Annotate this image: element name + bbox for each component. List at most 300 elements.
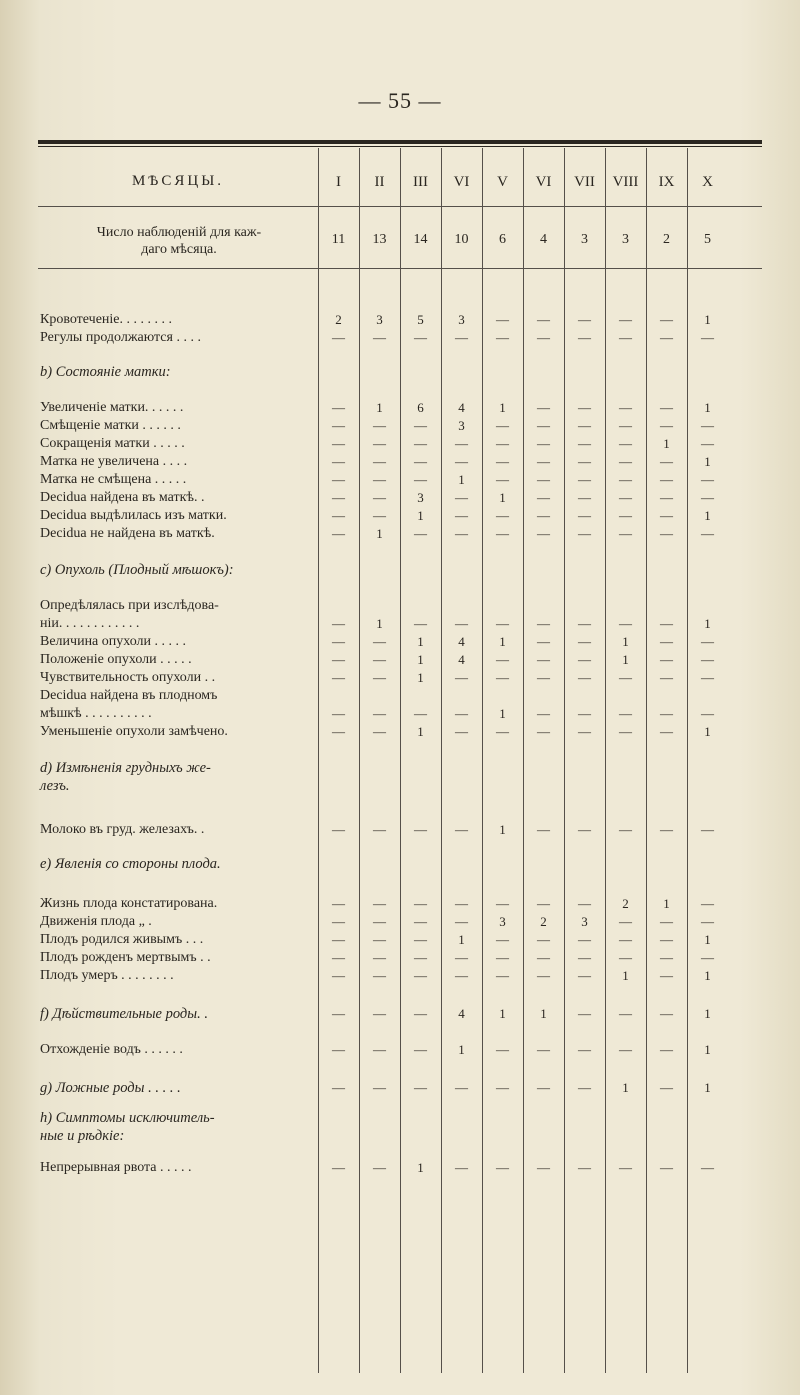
table-cell: 1 — [704, 932, 711, 947]
table-cell: — — [496, 1160, 509, 1175]
table-cell: 1 — [704, 616, 711, 631]
table-cell: — — [578, 454, 591, 469]
table-cell: — — [373, 1042, 386, 1057]
table-cell: — — [660, 932, 673, 947]
table-cell: — — [373, 914, 386, 929]
table-cell: — — [537, 1080, 550, 1095]
table-cell: — — [619, 932, 632, 947]
row-label: мѣшкѣ . . . . . . . . . . — [40, 706, 152, 721]
month-header: X — [702, 174, 713, 190]
table-row — [0, 312, 800, 330]
table-cell: — — [537, 896, 550, 911]
table-cell: — — [332, 1006, 345, 1021]
observation-count: 14 — [413, 232, 428, 247]
row-label: Движенія плода „ . — [40, 914, 152, 929]
section-heading-row — [0, 760, 800, 778]
table-cell: — — [619, 670, 632, 685]
table-cell: 2 — [622, 896, 629, 911]
table-cell: — — [619, 418, 632, 433]
table-cell: — — [578, 490, 591, 505]
table-row — [0, 634, 800, 652]
month-header: II — [374, 174, 385, 190]
table-cell: — — [619, 472, 632, 487]
table-cell: 1 — [622, 968, 629, 983]
table-cell: — — [578, 724, 591, 739]
table-cell: — — [496, 1042, 509, 1057]
table-cell: — — [414, 1006, 427, 1021]
table-cell: 1 — [458, 1042, 465, 1057]
table-cell: — — [660, 312, 673, 327]
table-cell: 1 — [704, 1006, 711, 1021]
table-cell: — — [414, 616, 427, 631]
table-cell: — — [373, 1080, 386, 1095]
table-row — [0, 508, 800, 526]
observation-count: 3 — [581, 232, 588, 247]
table-row — [0, 670, 800, 688]
table-cell: — — [414, 1080, 427, 1095]
table-cell: — — [414, 526, 427, 541]
table-cell: — — [455, 724, 468, 739]
table-cell: — — [537, 968, 550, 983]
table-cell: — — [332, 706, 345, 721]
table-cell: — — [332, 526, 345, 541]
row-label: Плодъ рожденъ мертвымъ . . — [40, 950, 211, 965]
table-cell: — — [537, 634, 550, 649]
table-cell: 6 — [417, 400, 424, 415]
table-cell: — — [701, 896, 714, 911]
table-cell: — — [373, 968, 386, 983]
table-row — [0, 526, 800, 544]
table-cell: — — [578, 616, 591, 631]
section-heading-row — [0, 778, 800, 796]
table-cell: — — [496, 932, 509, 947]
table-cell: 1 — [499, 822, 506, 837]
table-cell: — — [619, 616, 632, 631]
table-cell: 1 — [376, 526, 383, 541]
row-label: Увеличеніе матки. . . . . . — [40, 400, 184, 415]
table-cell: — — [373, 436, 386, 451]
table-cell: 2 — [540, 914, 547, 929]
month-header: I — [336, 174, 341, 190]
table-cell: — — [660, 670, 673, 685]
table-cell: — — [619, 330, 632, 345]
section-heading-row — [0, 1128, 800, 1146]
table-cell: 1 — [417, 508, 424, 523]
table-cell: — — [660, 822, 673, 837]
table-row — [0, 598, 800, 616]
table-cell: — — [660, 526, 673, 541]
row-label: ные и рѣдкіе: — [40, 1128, 125, 1144]
row-label: Величина опухоли . . . . . — [40, 634, 187, 649]
month-header: V — [497, 174, 508, 190]
table-cell: 1 — [376, 616, 383, 631]
observation-count: 4 — [540, 232, 547, 247]
table-cell: — — [496, 670, 509, 685]
table-cell: — — [578, 652, 591, 667]
month-header: VI — [535, 174, 552, 190]
table-cell: — — [537, 932, 550, 947]
table-cell: — — [660, 472, 673, 487]
table-row — [0, 968, 800, 986]
table-cell: 1 — [458, 472, 465, 487]
row-label: Decidua найдена въ маткѣ. . — [40, 490, 205, 505]
table-cell: — — [660, 616, 673, 631]
table-cell: — — [332, 724, 345, 739]
table-cell: 4 — [458, 400, 465, 415]
table-cell: — — [414, 914, 427, 929]
table-cell: — — [660, 968, 673, 983]
table-cell: 1 — [704, 1042, 711, 1057]
table-cell: 3 — [458, 418, 465, 433]
table-row — [0, 822, 800, 840]
table-cell: — — [537, 526, 550, 541]
table-row — [0, 418, 800, 436]
table-cell: — — [496, 896, 509, 911]
table-cell: — — [332, 968, 345, 983]
table-cell: — — [332, 472, 345, 487]
row-label: Чувствительность опухоли . . — [40, 670, 216, 685]
section-heading-row — [0, 1080, 800, 1098]
table-cell: — — [701, 418, 714, 433]
table-cell: — — [373, 472, 386, 487]
table-cell: — — [455, 896, 468, 911]
table-cell: 1 — [499, 1006, 506, 1021]
table-cell: 1 — [622, 1080, 629, 1095]
table-cell: — — [619, 1006, 632, 1021]
row-divider — [38, 206, 762, 207]
row-label: Плодъ умеръ . . . . . . . . — [40, 968, 174, 983]
observations-count-label: Число наблюденій для каж- даго мѣсяца. — [96, 225, 262, 257]
table-cell: — — [537, 670, 550, 685]
table-cell: — — [373, 652, 386, 667]
table-cell: — — [619, 490, 632, 505]
table-cell: — — [537, 508, 550, 523]
table-row — [0, 932, 800, 950]
table-cell: — — [414, 454, 427, 469]
table-row — [0, 950, 800, 968]
row-label: Опредѣлялась при изслѣдова- — [40, 598, 219, 613]
observation-count: 11 — [331, 232, 346, 247]
table-cell: — — [373, 508, 386, 523]
observation-count: 3 — [622, 232, 629, 247]
table-cell: 1 — [499, 400, 506, 415]
table-cell: — — [660, 454, 673, 469]
table-cell: — — [332, 822, 345, 837]
table-cell: — — [332, 418, 345, 433]
table-cell: — — [455, 822, 468, 837]
table-cell: — — [414, 330, 427, 345]
table-cell: — — [578, 1160, 591, 1175]
table-cell: — — [537, 454, 550, 469]
table-row — [0, 1160, 800, 1178]
table-cell: — — [332, 1080, 345, 1095]
observation-count: 2 — [663, 232, 670, 247]
table-row — [0, 490, 800, 508]
table-cell: — — [578, 706, 591, 721]
table-row — [0, 914, 800, 932]
table-cell: — — [537, 330, 550, 345]
table-cell: — — [414, 418, 427, 433]
table-cell: — — [660, 1160, 673, 1175]
row-label: h) Симптомы исключитель- — [40, 1110, 215, 1126]
table-cell: — — [496, 724, 509, 739]
table-cell: — — [455, 526, 468, 541]
table-cell: — — [578, 932, 591, 947]
table-cell: — — [619, 508, 632, 523]
table-cell: — — [414, 472, 427, 487]
row-label: f) Дѣйствительные роды. . — [40, 1006, 208, 1022]
table-cell: — — [414, 932, 427, 947]
table-cell: — — [537, 472, 550, 487]
table-cell: — — [537, 706, 550, 721]
month-header: VII — [574, 174, 595, 190]
row-label: Матка не смѣщена . . . . . — [40, 472, 187, 487]
table-cell: 1 — [499, 634, 506, 649]
table-cell: — — [373, 1006, 386, 1021]
row-label: b) Состояніе матки: — [40, 364, 171, 380]
table-cell: 1 — [704, 968, 711, 983]
section-heading-row — [0, 1006, 800, 1024]
table-cell: — — [332, 1042, 345, 1057]
month-header: III — [413, 174, 428, 190]
table-cell: — — [373, 634, 386, 649]
table-cell: — — [701, 914, 714, 929]
table-cell: — — [701, 472, 714, 487]
table-cell: — — [578, 1006, 591, 1021]
row-label: e) Явленія со стороны плода. — [40, 856, 221, 872]
table-cell: — — [701, 706, 714, 721]
table-cell: — — [373, 454, 386, 469]
table-cell: — — [332, 436, 345, 451]
table-cell: — — [660, 950, 673, 965]
observation-count: 13 — [372, 232, 387, 247]
table-cell: — — [578, 1042, 591, 1057]
row-label: d) Измѣненія грудныхъ же- — [40, 760, 211, 776]
table-cell: — — [578, 968, 591, 983]
table-cell: — — [619, 950, 632, 965]
table-cell: 1 — [663, 896, 670, 911]
table-cell: — — [537, 400, 550, 415]
table-cell: — — [496, 526, 509, 541]
table-cell: — — [578, 330, 591, 345]
table-cell: — — [701, 670, 714, 685]
row-label: Матка не увеличена . . . . — [40, 454, 188, 469]
table-cell: — — [373, 724, 386, 739]
table-row — [0, 706, 800, 724]
table-cell: 2 — [335, 312, 342, 327]
row-label: Decidua не найдена въ маткѣ. — [40, 526, 215, 541]
table-cell: — — [701, 490, 714, 505]
table-cell: — — [578, 1080, 591, 1095]
table-cell: — — [660, 418, 673, 433]
table-cell: — — [455, 706, 468, 721]
section-heading-row — [0, 364, 800, 382]
row-label: Жизнь плода констатирована. — [40, 896, 218, 911]
table-cell: — — [660, 634, 673, 649]
table-cell: — — [660, 1042, 673, 1057]
table-cell: 1 — [704, 400, 711, 415]
row-label: Положеніе опухоли . . . . . — [40, 652, 192, 667]
table-cell: — — [414, 706, 427, 721]
table-cell: 1 — [704, 312, 711, 327]
table-cell: 1 — [622, 652, 629, 667]
table-cell: — — [701, 526, 714, 541]
table-cell: — — [537, 312, 550, 327]
observation-count: 10 — [454, 232, 469, 247]
row-label: лезъ. — [40, 778, 70, 794]
table-cell: 1 — [376, 400, 383, 415]
table-cell: — — [537, 1160, 550, 1175]
table-cell: — — [373, 896, 386, 911]
table-cell: — — [701, 436, 714, 451]
table-cell: — — [619, 1042, 632, 1057]
table-cell: — — [373, 932, 386, 947]
table-cell: — — [455, 330, 468, 345]
row-label: Молоко въ груд. железахъ. . — [40, 822, 205, 837]
table-cell: 3 — [499, 914, 506, 929]
table-cell: — — [455, 436, 468, 451]
table-row — [0, 330, 800, 348]
table-cell: — — [414, 1042, 427, 1057]
table-cell: — — [332, 652, 345, 667]
table-cell: — — [619, 914, 632, 929]
table-cell: — — [578, 822, 591, 837]
table-cell: — — [496, 652, 509, 667]
table-cell: — — [332, 400, 345, 415]
table-cell: — — [373, 706, 386, 721]
row-label: Отхожденіе водъ . . . . . . — [40, 1042, 183, 1057]
table-row — [0, 454, 800, 472]
row-label: Уменьшеніе опухоли замѣчено. — [40, 724, 228, 739]
month-header: VIII — [612, 174, 639, 190]
table-cell: — — [537, 1042, 550, 1057]
table-row — [0, 400, 800, 418]
table-cell: 4 — [458, 652, 465, 667]
table-cell: 1 — [704, 724, 711, 739]
table-cell: 3 — [376, 312, 383, 327]
table-cell: — — [373, 490, 386, 505]
table-cell: — — [455, 1080, 468, 1095]
table-cell: — — [660, 490, 673, 505]
table-cell: — — [701, 330, 714, 345]
table-cell: — — [578, 634, 591, 649]
table-cell: — — [660, 400, 673, 415]
table-cell: 3 — [581, 914, 588, 929]
table-cell: — — [619, 1160, 632, 1175]
table-cell: 1 — [417, 1160, 424, 1175]
table-cell: — — [578, 670, 591, 685]
table-cell: 1 — [540, 1006, 547, 1021]
top-rule — [38, 140, 762, 144]
table-cell: — — [660, 1006, 673, 1021]
row-label: c) Опухоль (Плодный мѣшокъ): — [40, 562, 234, 578]
table-cell: — — [619, 436, 632, 451]
table-cell: — — [373, 1160, 386, 1175]
table-cell: — — [496, 950, 509, 965]
table-cell: 1 — [663, 436, 670, 451]
row-label: g) Ложные роды . . . . . — [40, 1080, 181, 1096]
table-cell: 1 — [417, 724, 424, 739]
table-cell: — — [619, 724, 632, 739]
table-cell: 1 — [704, 454, 711, 469]
section-heading-row — [0, 856, 800, 874]
table-cell: — — [496, 330, 509, 345]
table-cell: — — [455, 490, 468, 505]
table-cell: — — [578, 896, 591, 911]
table-cell: — — [455, 950, 468, 965]
row-label: Кровотеченіе. . . . . . . . — [40, 312, 173, 327]
table-cell: — — [496, 454, 509, 469]
row-label: Плодъ родился живымъ . . . — [40, 932, 204, 947]
table-cell: 1 — [704, 508, 711, 523]
table-cell: 1 — [417, 652, 424, 667]
table-cell: — — [578, 436, 591, 451]
table-cell: — — [455, 968, 468, 983]
table-cell: — — [701, 1160, 714, 1175]
table-cell: 1 — [417, 670, 424, 685]
table-cell: 1 — [622, 634, 629, 649]
row-label: Decidua найдена въ плодномъ — [40, 688, 218, 703]
table-cell: — — [332, 634, 345, 649]
table-cell: — — [619, 312, 632, 327]
table-cell: — — [701, 634, 714, 649]
table-cell: — — [496, 1080, 509, 1095]
month-header: VI — [453, 174, 470, 190]
table-cell: — — [332, 330, 345, 345]
table-cell: — — [332, 454, 345, 469]
table-cell: — — [537, 950, 550, 965]
table-cell: — — [537, 436, 550, 451]
row-label: Непрерывная рвота . . . . . — [40, 1160, 192, 1175]
row-label: Регулы продолжаются . . . . — [40, 330, 201, 345]
table-cell: — — [373, 330, 386, 345]
row-label: ніи. . . . . . . . . . . . — [40, 616, 140, 631]
table-cell: — — [496, 418, 509, 433]
row-divider — [38, 268, 762, 269]
table-cell: 1 — [417, 634, 424, 649]
table-cell: — — [332, 914, 345, 929]
table-cell: — — [660, 330, 673, 345]
table-cell: — — [660, 1080, 673, 1095]
table-cell: — — [619, 526, 632, 541]
table-cell: — — [660, 508, 673, 523]
table-cell: — — [332, 950, 345, 965]
table-cell: — — [455, 670, 468, 685]
months-header-label: МѢСЯЦЫ. — [131, 173, 225, 189]
table-row — [0, 472, 800, 490]
table-row — [0, 724, 800, 742]
table-cell: — — [332, 490, 345, 505]
table-cell: — — [578, 508, 591, 523]
table-cell: — — [537, 724, 550, 739]
table-cell: — — [332, 1160, 345, 1175]
table-cell: — — [373, 418, 386, 433]
table-cell: — — [496, 616, 509, 631]
observation-count: 5 — [704, 232, 711, 247]
table-cell: — — [701, 950, 714, 965]
page-number: — 55 — — [358, 88, 442, 113]
table-cell: — — [496, 312, 509, 327]
table-cell: — — [619, 400, 632, 415]
table-cell: — — [578, 526, 591, 541]
month-header: IX — [658, 174, 675, 190]
table-cell: 1 — [458, 932, 465, 947]
section-heading-row — [0, 562, 800, 580]
table-cell: 1 — [499, 706, 506, 721]
table-cell: — — [455, 616, 468, 631]
table-cell: — — [537, 490, 550, 505]
table-cell: 5 — [417, 312, 424, 327]
